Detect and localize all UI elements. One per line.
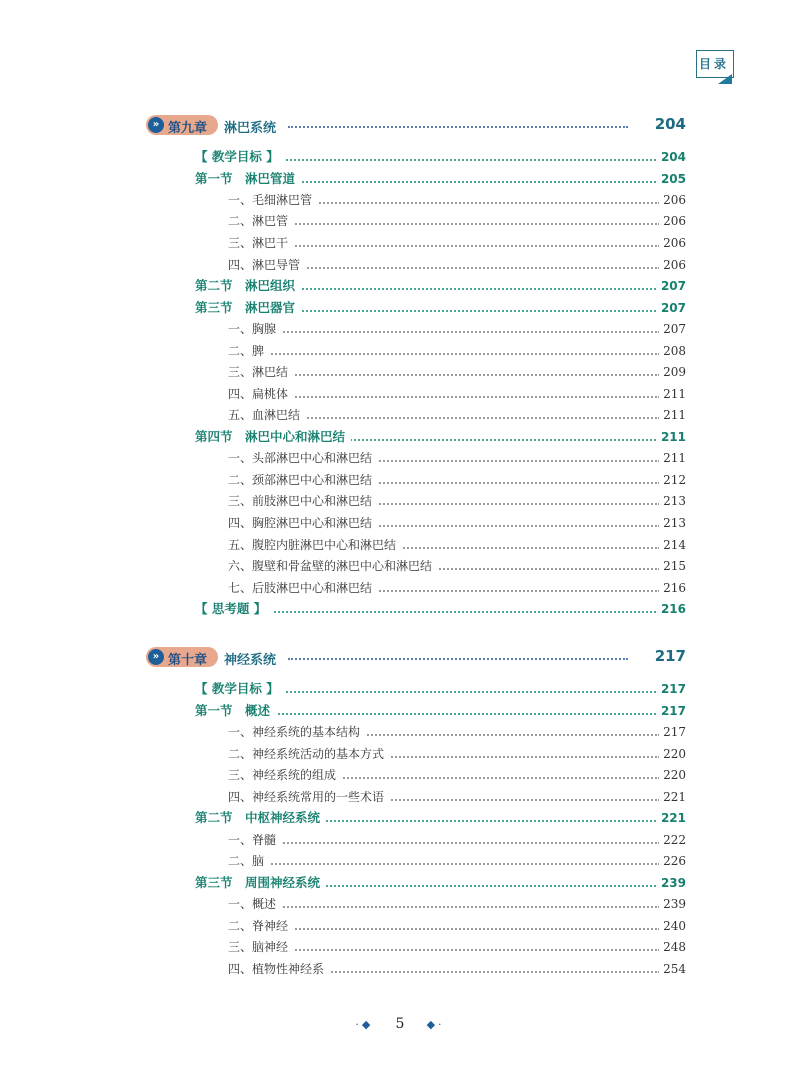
toc-entry[interactable]: [228, 579, 686, 597]
toc-entry-title: 二、脾: [228, 342, 270, 360]
toc-entry-title: 三、淋巴结: [228, 363, 294, 381]
toc-entry[interactable]: [228, 557, 686, 575]
page-number: 5: [395, 1016, 405, 1032]
toc-entry-page: 217: [657, 680, 686, 698]
chapter-9-pill: [146, 115, 218, 135]
toc-entry-page: 226: [659, 852, 686, 870]
toc-entry[interactable]: [228, 536, 686, 554]
toc-entry-title: 三、脑神经: [228, 938, 294, 956]
toc-entry-page: 206: [659, 256, 686, 274]
toc-entry-page: 217: [657, 702, 686, 720]
leader-dots: [228, 842, 660, 844]
double-chevron-icon: »: [148, 649, 164, 665]
toc-entry-ch9-questions[interactable]: [195, 600, 686, 618]
toc-entry[interactable]: [228, 917, 686, 935]
toc-entry-title: 一、头部淋巴中心和淋巴结: [228, 449, 378, 467]
toc-entry-page: 213: [659, 492, 686, 510]
toc-entry-ch10-objectives[interactable]: [195, 680, 686, 698]
toc-entry-ch9-sec2[interactable]: [195, 277, 686, 295]
toc-entry[interactable]: [228, 745, 686, 763]
toc-entry-title: 一、神经系统的基本结构: [228, 723, 366, 741]
toc-badge[interactable]: [696, 50, 734, 84]
toc-entry-title: 二、淋巴管: [228, 212, 294, 230]
chapter-9-title: 淋巴系统: [224, 121, 277, 136]
toc-entry-page: 207: [657, 277, 686, 295]
chapter-10-pill: [146, 647, 218, 667]
toc-entry-ch9-sec4[interactable]: [195, 428, 686, 446]
toc-entry[interactable]: [228, 471, 686, 489]
toc-entry-title: 一、脊髓: [228, 831, 282, 849]
toc-entry-title: 四、胸腔淋巴中心和淋巴结: [228, 514, 378, 532]
toc-entry-title: 一、毛细淋巴管: [228, 191, 318, 209]
toc-entry[interactable]: [228, 320, 686, 338]
toc-entry-page: 222: [659, 831, 686, 849]
toc-entry-page: 221: [657, 809, 686, 827]
toc-entry-page: 211: [657, 428, 686, 446]
toc-entry-page: 207: [657, 299, 686, 317]
toc-entry[interactable]: [228, 831, 686, 849]
toc-entry[interactable]: [228, 514, 686, 532]
toc-entry[interactable]: [228, 342, 686, 360]
toc-entry-title: 三、神经系统的组成: [228, 766, 342, 784]
toc-entry-ch10-sec3[interactable]: [195, 874, 686, 892]
toc-entry-page: 212: [659, 471, 686, 489]
toc-entry-page: 206: [659, 212, 686, 230]
toc-entry-ch9-sec1[interactable]: [195, 170, 686, 188]
toc-entry-page: 211: [659, 449, 686, 467]
footer-left-ornament: ·◆: [355, 1018, 374, 1031]
toc-entry-page: 213: [659, 514, 686, 532]
toc-entry-title: 一、概述: [228, 895, 282, 913]
toc-entry[interactable]: [228, 363, 686, 381]
toc-entry[interactable]: [228, 766, 686, 784]
toc-entry-ch10-sec1[interactable]: [195, 702, 686, 720]
toc-entry[interactable]: [228, 234, 686, 252]
toc-entry-page: 239: [659, 895, 686, 913]
toc-entry-title: 第二节 中枢神经系统: [195, 809, 326, 827]
toc-entry-page: 216: [657, 600, 686, 618]
chapter-9-page: 204: [654, 115, 686, 133]
page-footer: [0, 1016, 800, 1032]
leader-dots: [228, 331, 660, 333]
toc-entry-ch9-objectives[interactable]: [195, 148, 686, 166]
toc-entry-page: 217: [659, 723, 686, 741]
toc-entry-title: 二、脑: [228, 852, 270, 870]
leader-dots: [288, 658, 628, 660]
toc-entry-title: 第一节 概述: [195, 702, 276, 720]
toc-entry-title: 第二节 淋巴组织: [195, 277, 301, 295]
toc-entry-title: 第三节 淋巴器官: [195, 299, 301, 317]
toc-entry[interactable]: [228, 406, 686, 424]
toc-entry-page: 208: [659, 342, 686, 360]
toc-entry-title: 四、植物性神经系: [228, 960, 330, 978]
toc-entry-page: 248: [659, 938, 686, 956]
chapter-9-label: 第九章: [168, 121, 208, 136]
toc-entry-title: 【 教学目标 】: [195, 148, 285, 166]
toc-entry-title: 第四节 淋巴中心和淋巴结: [195, 428, 351, 446]
toc-entry-page: 204: [657, 148, 686, 166]
toc-entry[interactable]: [228, 723, 686, 741]
toc-entry[interactable]: [228, 938, 686, 956]
toc-entry[interactable]: [228, 191, 686, 209]
toc-badge-corner-icon: [718, 74, 732, 84]
toc-entry[interactable]: [228, 212, 686, 230]
toc-entry-ch9-sec3[interactable]: [195, 299, 686, 317]
toc-entry-title: 【 思考题 】: [195, 600, 272, 618]
toc-entry-title: 六、腹壁和骨盆壁的淋巴中心和淋巴结: [228, 557, 438, 575]
toc-entry-title: 三、前肢淋巴中心和淋巴结: [228, 492, 378, 510]
toc-entry-page: 239: [657, 874, 686, 892]
toc-entry-title: 四、扁桃体: [228, 385, 294, 403]
toc-entry-ch10-sec2[interactable]: [195, 809, 686, 827]
toc-entry-page: 240: [659, 917, 686, 935]
toc-entry[interactable]: [228, 895, 686, 913]
footer-right-ornament: ◆·: [426, 1018, 445, 1031]
toc-entry[interactable]: [228, 788, 686, 806]
toc-entry-title: 一、胸腺: [228, 320, 282, 338]
toc-entry[interactable]: [228, 449, 686, 467]
toc-entry-page: 220: [659, 766, 686, 784]
toc-entry-title: 第三节 周围神经系统: [195, 874, 326, 892]
chapter-10-page: 217: [654, 647, 686, 665]
chapter-10-heading[interactable]: [146, 647, 686, 667]
toc-badge-label: 目录: [698, 57, 729, 71]
toc-entry-page: 205: [657, 170, 686, 188]
toc-entry-title: 七、后肢淋巴中心和淋巴结: [228, 579, 378, 597]
toc-entry-page: 214: [659, 536, 686, 554]
leader-dots: [228, 906, 660, 908]
toc-entry-title: 第一节 淋巴管道: [195, 170, 301, 188]
toc-entry[interactable]: [228, 256, 686, 274]
toc-entry[interactable]: [228, 385, 686, 403]
toc-entry[interactable]: [228, 960, 686, 978]
toc-entry-page: 206: [659, 234, 686, 252]
toc-entry-title: 【 教学目标 】: [195, 680, 285, 698]
toc-entry-page: 209: [659, 363, 686, 381]
toc-entry-title: 三、淋巴干: [228, 234, 294, 252]
leader-dots: [228, 863, 660, 865]
toc-entry-page: 215: [659, 557, 686, 575]
toc-entry-title: 四、神经系统常用的一些术语: [228, 788, 390, 806]
toc-entry-title: 二、颈部淋巴中心和淋巴结: [228, 471, 378, 489]
toc-entry-page: 221: [659, 788, 686, 806]
toc-entry-page: 207: [659, 320, 686, 338]
toc-entry-title: 五、血淋巴结: [228, 406, 306, 424]
leader-dots: [228, 353, 660, 355]
toc-entry-page: 216: [659, 579, 686, 597]
toc-entry-title: 二、脊神经: [228, 917, 294, 935]
toc-entry-page: 220: [659, 745, 686, 763]
chapter-10-label: 第十章: [168, 653, 208, 668]
toc-entry-page: 211: [659, 406, 686, 424]
toc-entry-page: 206: [659, 191, 686, 209]
toc-entry-page: 211: [659, 385, 686, 403]
toc-entry-title: 五、腹腔内脏淋巴中心和淋巴结: [228, 536, 402, 554]
chapter-9-heading[interactable]: [146, 115, 686, 135]
toc-entry-page: 254: [659, 960, 686, 978]
toc-entry-title: 四、淋巴导管: [228, 256, 306, 274]
toc-entry-title: 二、神经系统活动的基本方式: [228, 745, 390, 763]
chapter-10-title: 神经系统: [224, 653, 277, 668]
toc-entry[interactable]: [228, 492, 686, 510]
double-chevron-icon: »: [148, 117, 164, 133]
toc-entry[interactable]: [228, 852, 686, 870]
leader-dots: [288, 126, 628, 128]
